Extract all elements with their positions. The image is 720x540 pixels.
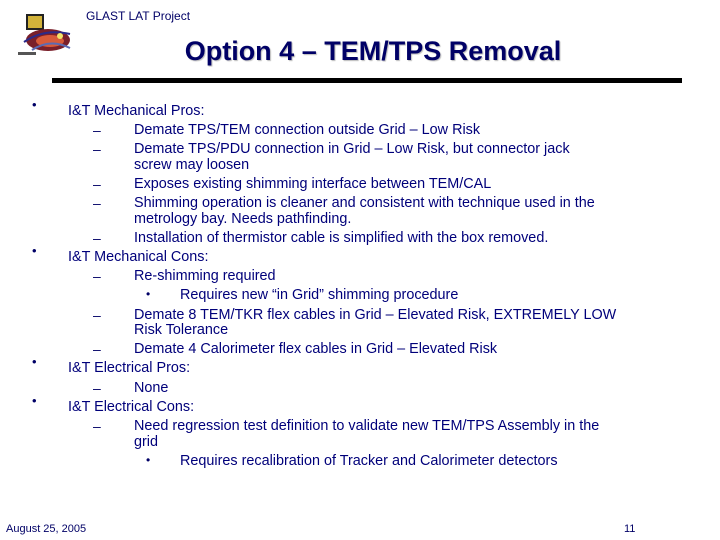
bullet-icon: • <box>146 453 151 467</box>
section-heading: I&T Electrical Pros: <box>68 360 191 376</box>
list-item: Exposes existing shimming interface between TEM/CAL <box>134 176 492 192</box>
page-number: 11 <box>624 523 636 535</box>
project-header: GLAST LAT Project <box>86 9 191 23</box>
list-item: Demate TPS/TEM connection outside Grid – Low Risk <box>134 122 481 138</box>
list-item: Shimming operation is cleaner and consistent with technique used in the <box>134 195 595 211</box>
dash-icon: – <box>93 122 101 138</box>
list-item-continuation: grid <box>134 434 158 450</box>
dash-icon: – <box>93 141 101 157</box>
list-item: Need regression test definition to validate new TEM/TPS Assembly in the <box>134 418 600 434</box>
list-item: Installation of thermistor cable is simplified with the box removed. <box>134 230 549 246</box>
bullet-icon: • <box>32 354 37 369</box>
list-item: Demate 4 Calorimeter flex cables in Grid – Elevated Risk <box>134 341 498 357</box>
sub-item: Requires recalibration of Tracker and Calorimeter detectors <box>180 453 558 469</box>
dash-icon: – <box>93 380 101 396</box>
list-item-continuation: metrology bay. Needs pathfinding. <box>134 211 352 227</box>
dash-icon: – <box>93 176 101 192</box>
bullet-icon: • <box>32 393 37 408</box>
list-item: Demate 8 TEM/TKR flex cables in Grid – Elevated Risk, EXTREMELY LOW <box>134 307 617 323</box>
list-item: None <box>134 380 169 396</box>
slide-title: Option 4 – TEM/TPS Removal <box>184 36 562 66</box>
section-heading: I&T Electrical Cons: <box>68 399 195 415</box>
dash-icon: – <box>93 195 101 211</box>
dash-icon: – <box>93 230 101 246</box>
bullet-icon: • <box>32 97 37 112</box>
dash-icon: – <box>93 307 101 323</box>
sub-item: Requires new “in Grid” shimming procedure <box>180 287 459 303</box>
list-item: Re-shimming required <box>134 268 276 284</box>
bullet-icon: • <box>146 287 151 301</box>
list-item-continuation: screw may loosen <box>134 157 250 173</box>
dash-icon: – <box>93 418 101 434</box>
dash-icon: – <box>93 341 101 357</box>
dash-icon: – <box>93 268 101 284</box>
footer-date: August 25, 2005 <box>6 523 87 535</box>
list-item: Demate TPS/PDU connection in Grid – Low Risk, but connector jack <box>134 141 570 157</box>
section-heading: I&T Mechanical Pros: <box>68 103 205 119</box>
list-item-continuation: Risk Tolerance <box>134 322 229 338</box>
section-heading: I&T Mechanical Cons: <box>68 249 209 265</box>
bullet-icon: • <box>32 243 37 258</box>
